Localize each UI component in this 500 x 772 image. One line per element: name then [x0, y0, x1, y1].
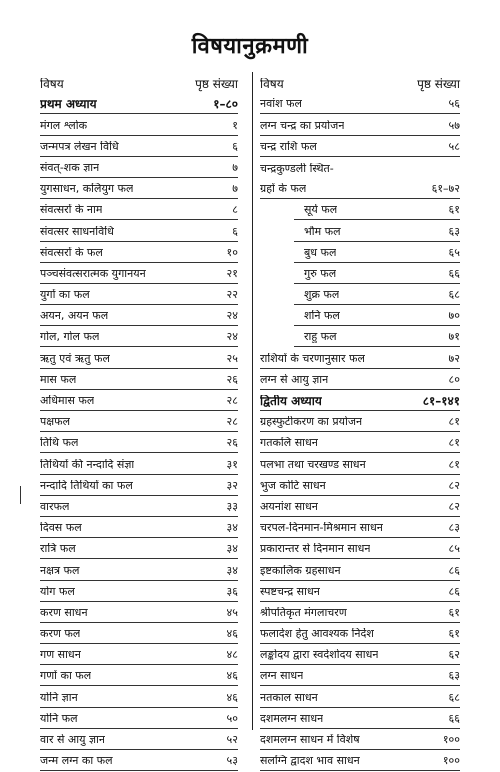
entry-page-number: ८१: [448, 436, 460, 450]
index-entry: [40, 305, 238, 326]
index-entry: [40, 157, 238, 178]
index-entry: [294, 284, 460, 305]
index-entry: [260, 453, 460, 474]
index-entry: [260, 475, 460, 496]
entry-topic: गुरु फल: [304, 267, 337, 280]
index-entry: [40, 326, 238, 347]
entry-topic: चरपल-दिनमान-मिश्रमान साधन: [260, 522, 383, 535]
index-entry: [40, 199, 238, 220]
index-entry: [40, 136, 238, 157]
entry-page-number: ७१: [448, 330, 460, 344]
index-entry: [294, 199, 460, 220]
index-entry: [260, 559, 460, 580]
entry-topic: संवत्-शक ज्ञान: [40, 161, 100, 174]
index-entry: [260, 136, 460, 157]
index-entry: [40, 538, 238, 559]
index-entry: [40, 581, 238, 602]
index-entry: [40, 242, 238, 263]
index-entry: [260, 178, 460, 199]
index-entry: [40, 284, 238, 305]
index-entry: [40, 644, 238, 665]
entry-topic: वारफल: [40, 500, 70, 513]
index-entry: [294, 242, 460, 263]
entry-topic: दशमलग्न साधन: [260, 712, 324, 725]
entry-topic: योनि फल: [40, 712, 78, 725]
entry-page-number: ८०: [448, 372, 460, 386]
entry-page-number: १००: [442, 733, 460, 746]
entry-page-number: २५: [226, 351, 238, 365]
entry-topic: भौम फल: [304, 225, 341, 238]
entry-page-number: २४: [226, 330, 238, 344]
entry-topic: बुध फल: [304, 246, 337, 259]
entry-page-number: ८६: [448, 563, 460, 577]
entry-page-number: ७: [232, 160, 238, 174]
entry-topic: करण साधन: [40, 606, 88, 619]
entry-page-number: ५६: [448, 97, 460, 111]
entry-page-number: ६६: [448, 711, 460, 725]
entry-topic: योग फल: [40, 585, 75, 598]
entry-page-number: ८१–१४१: [422, 394, 460, 408]
index-entry: [40, 708, 238, 729]
index-entry: [260, 602, 460, 623]
entry-topic: अयनांश साधन: [260, 500, 318, 513]
index-entry: [260, 623, 460, 644]
entry-topic: ग्रहों के फल: [260, 183, 307, 196]
right-column: [260, 72, 460, 771]
entry-page-number: ७०: [448, 309, 460, 323]
entry-page-number: ५७: [448, 118, 460, 132]
entry-topic: शनि फल: [304, 310, 340, 323]
entry-topic: सूर्य फल: [304, 204, 338, 217]
entry-topic: दिवस फल: [40, 522, 82, 535]
index-entry: [40, 347, 238, 368]
index-entry: [260, 729, 460, 750]
entry-page-number: ३३: [226, 499, 238, 513]
left-entries: [40, 93, 238, 771]
entry-topic: अधिमास फल: [40, 395, 95, 407]
entry-page-number: ६५: [448, 245, 460, 259]
entry-topic: करण फल: [40, 628, 81, 641]
entry-page-number: ८२: [448, 478, 460, 492]
entry-page-number: ६१: [448, 203, 460, 217]
right-entries: [260, 93, 460, 771]
index-entry: [260, 93, 460, 114]
column-divider: [252, 72, 253, 730]
index-entry: [260, 708, 460, 729]
entry-page-number: ८१: [448, 457, 460, 471]
entry-page-number: २६: [226, 372, 238, 386]
entry-page-number: ७२: [448, 351, 460, 365]
entry-topic: लग्न साधन: [260, 670, 304, 683]
entry-topic: गोल, गोल फल: [40, 331, 100, 344]
entry-page-number: ३४: [226, 563, 238, 577]
entry-topic: संवत्सरों के फल: [40, 246, 103, 259]
index-entry: [260, 517, 460, 538]
entry-topic: गतकलि साधन: [260, 437, 318, 450]
entry-page-number: ६८: [448, 690, 460, 704]
index-entry: [294, 220, 460, 241]
index-entry: [40, 178, 238, 199]
entry-page-number: १: [232, 118, 238, 132]
entry-page-number: २१: [226, 266, 238, 280]
header-page: पृष्ठ संख्या: [417, 77, 460, 92]
entry-page-number: ८: [232, 203, 238, 217]
entry-page-number: २८: [226, 394, 238, 407]
index-entry: [40, 559, 238, 580]
index-entry: [294, 305, 460, 326]
index-entry: [260, 665, 460, 686]
index-entry: [40, 623, 238, 644]
index-entry: [260, 538, 460, 559]
entry-topic: नवांश फल: [260, 98, 302, 111]
entry-page-number: ६२: [448, 648, 460, 662]
entry-topic: लग्न चन्द्र का प्रयोजन: [260, 119, 345, 132]
entry-page-number: ५३: [226, 754, 238, 768]
column-header: [40, 72, 238, 93]
entry-page-number: ६३: [448, 669, 460, 683]
index-entry: [40, 114, 238, 135]
index-entry: [40, 453, 238, 474]
entry-topic: श्रीपतिकृत मंगलाचरण: [260, 606, 347, 619]
index-entry: [260, 496, 460, 517]
index-entry: [40, 686, 238, 707]
entry-topic: रात्रि फल: [40, 543, 76, 556]
entry-page-number: १०: [226, 245, 238, 259]
entry-topic: युगों का फल: [40, 289, 90, 302]
entry-page-number: ६१: [448, 627, 460, 641]
index-entry: [260, 750, 460, 771]
entry-page-number: ८५: [448, 542, 460, 556]
entry-topic: द्वितीय अध्याय: [260, 395, 322, 407]
entry-page-number: ८६: [448, 584, 460, 598]
index-entry: [40, 496, 238, 517]
page-title: विषयानुक्रमणी: [191, 34, 309, 59]
index-entry: [260, 644, 460, 665]
entry-page-number: २८: [226, 415, 238, 429]
index-entry: [260, 411, 460, 432]
index-entry: [260, 432, 460, 453]
entry-topic: गणों का फल: [40, 670, 92, 683]
entry-page-number: २६: [226, 436, 238, 450]
index-entry: [260, 581, 460, 602]
column-header: [260, 72, 460, 93]
entry-page-number: ३६: [226, 584, 238, 598]
index-entry: [40, 93, 238, 114]
entry-topic: राहु फल: [304, 331, 337, 344]
entry-topic: संवत्सर साधनविधि: [40, 225, 114, 238]
index-entry: [40, 602, 238, 623]
index-entry: [40, 432, 238, 453]
index-entry: [40, 390, 238, 411]
index-entry: [294, 263, 460, 284]
entry-topic: प्रकारान्तर से दिनमान साधन: [260, 543, 371, 556]
entry-page-number: ६६: [448, 266, 460, 280]
entry-topic: सलग्नि द्वादश भाव साधन: [260, 755, 360, 768]
index-entry: [40, 475, 238, 496]
entry-page-number: १–८०: [213, 97, 238, 112]
entry-topic: शुक्र फल: [304, 289, 340, 302]
entry-page-number: ४६: [226, 690, 238, 704]
entry-topic: पलभा तथा चरखण्ड साधन: [260, 458, 366, 471]
entry-page-number: ४६: [226, 669, 238, 683]
entry-page-number: ३४: [226, 521, 238, 535]
entry-topic: फलादेश हेतु आवश्यक निर्देश: [260, 628, 374, 641]
index-entry: [40, 517, 238, 538]
entry-page-number: ५०: [226, 711, 238, 725]
header-subject: विषय: [40, 78, 64, 91]
margin-mark: [20, 486, 21, 504]
index-entry: [260, 157, 460, 178]
entry-topic: संवत्सरों के नाम: [40, 204, 103, 217]
entry-page-number: ६१–७२: [431, 182, 460, 196]
entry-page-number: २२: [226, 288, 238, 302]
entry-topic: पक्षफल: [40, 416, 71, 429]
entry-topic: तिथि फल: [40, 437, 79, 450]
index-entry: [40, 729, 238, 750]
entry-topic: मास फल: [40, 373, 77, 386]
entry-topic: इष्टकालिक ग्रहसाधन: [260, 564, 341, 577]
entry-page-number: ५८: [448, 139, 460, 153]
entry-topic: गण साधन: [40, 649, 81, 662]
entry-topic: ऋतु एवं ऋतु फल: [40, 352, 110, 365]
entry-page-number: १००: [442, 754, 460, 768]
entry-page-number: ८१: [448, 415, 460, 429]
entry-page-number: ८३: [448, 521, 460, 535]
entry-page-number: ७: [232, 182, 238, 196]
entry-topic: जन्म लग्न का फल: [40, 755, 113, 768]
entry-topic: अयन, अयन फल: [40, 310, 109, 323]
entry-topic: राशियों के चरणानुसार फल: [260, 352, 365, 365]
entry-page-number: ३२: [226, 478, 238, 492]
entry-page-number: ६८: [448, 288, 460, 302]
entry-page-number: ३१: [226, 457, 238, 471]
entry-topic: तिथियों की नन्दादि संज्ञा: [40, 458, 135, 471]
entry-page-number: ६: [232, 224, 238, 238]
entry-topic: युगसाधन, कलियुग फल: [40, 183, 134, 196]
entry-page-number: ३४: [226, 542, 238, 556]
entry-page-number: ८२: [448, 499, 460, 513]
entry-page-number: ६१: [448, 605, 460, 619]
entry-topic: दशमलग्न साधन में विशेष: [260, 734, 360, 746]
entry-topic: चन्द्र राशि फल: [260, 140, 317, 153]
index-entry: [260, 390, 460, 411]
header-subject: विषय: [260, 78, 284, 91]
entry-topic: लङ्कोदय द्वारा स्वदेशोदय साधन: [260, 649, 379, 662]
index-entry: [260, 347, 460, 368]
entry-page-number: ४८: [226, 648, 238, 662]
entry-topic: नक्षत्र फल: [40, 564, 80, 577]
entry-page-number: ६३: [448, 224, 460, 238]
entry-topic: नतकाल साधन: [260, 691, 318, 704]
entry-topic: स्पष्टचन्द्र साधन: [260, 585, 320, 598]
index-entry: [294, 326, 460, 347]
entry-page-number: ४६: [226, 627, 238, 641]
entry-topic: वार से आयु ज्ञान: [40, 734, 106, 746]
entry-topic: जन्मपत्र लेखन विधि: [40, 140, 119, 153]
index-entry: [40, 750, 238, 771]
entry-topic: मंगल श्लोक: [40, 119, 88, 132]
index-entry: [260, 369, 460, 390]
entry-topic: ग्रहस्फुटीकरण का प्रयोजन: [260, 416, 363, 429]
entry-topic: लग्न से आयु ज्ञान: [260, 373, 329, 386]
index-entry: [40, 665, 238, 686]
entry-topic: प्रथम अध्याय: [40, 98, 97, 111]
index-entry: [260, 114, 460, 135]
entry-topic: योनि ज्ञान: [40, 691, 78, 704]
entry-topic: भुज कोटि साधन: [260, 479, 326, 492]
header-page: पृष्ठ संख्या: [195, 77, 238, 92]
entry-topic: चन्द्रकुण्डली स्थित-: [260, 162, 334, 175]
entry-page-number: ४५: [226, 605, 238, 619]
entry-page-number: ६: [232, 139, 238, 153]
index-entry: [260, 686, 460, 707]
entry-page-number: २४: [226, 309, 238, 323]
left-column: [40, 72, 238, 771]
index-entry: [40, 369, 238, 390]
index-entry: [40, 263, 238, 284]
index-entry: [40, 220, 238, 241]
index-entry: [40, 411, 238, 432]
entry-page-number: ५२: [226, 733, 238, 746]
entry-topic: पञ्चसंवत्सरात्मक युगानयन: [40, 267, 146, 280]
entry-topic: नन्दादि तिथियों का फल: [40, 479, 133, 492]
